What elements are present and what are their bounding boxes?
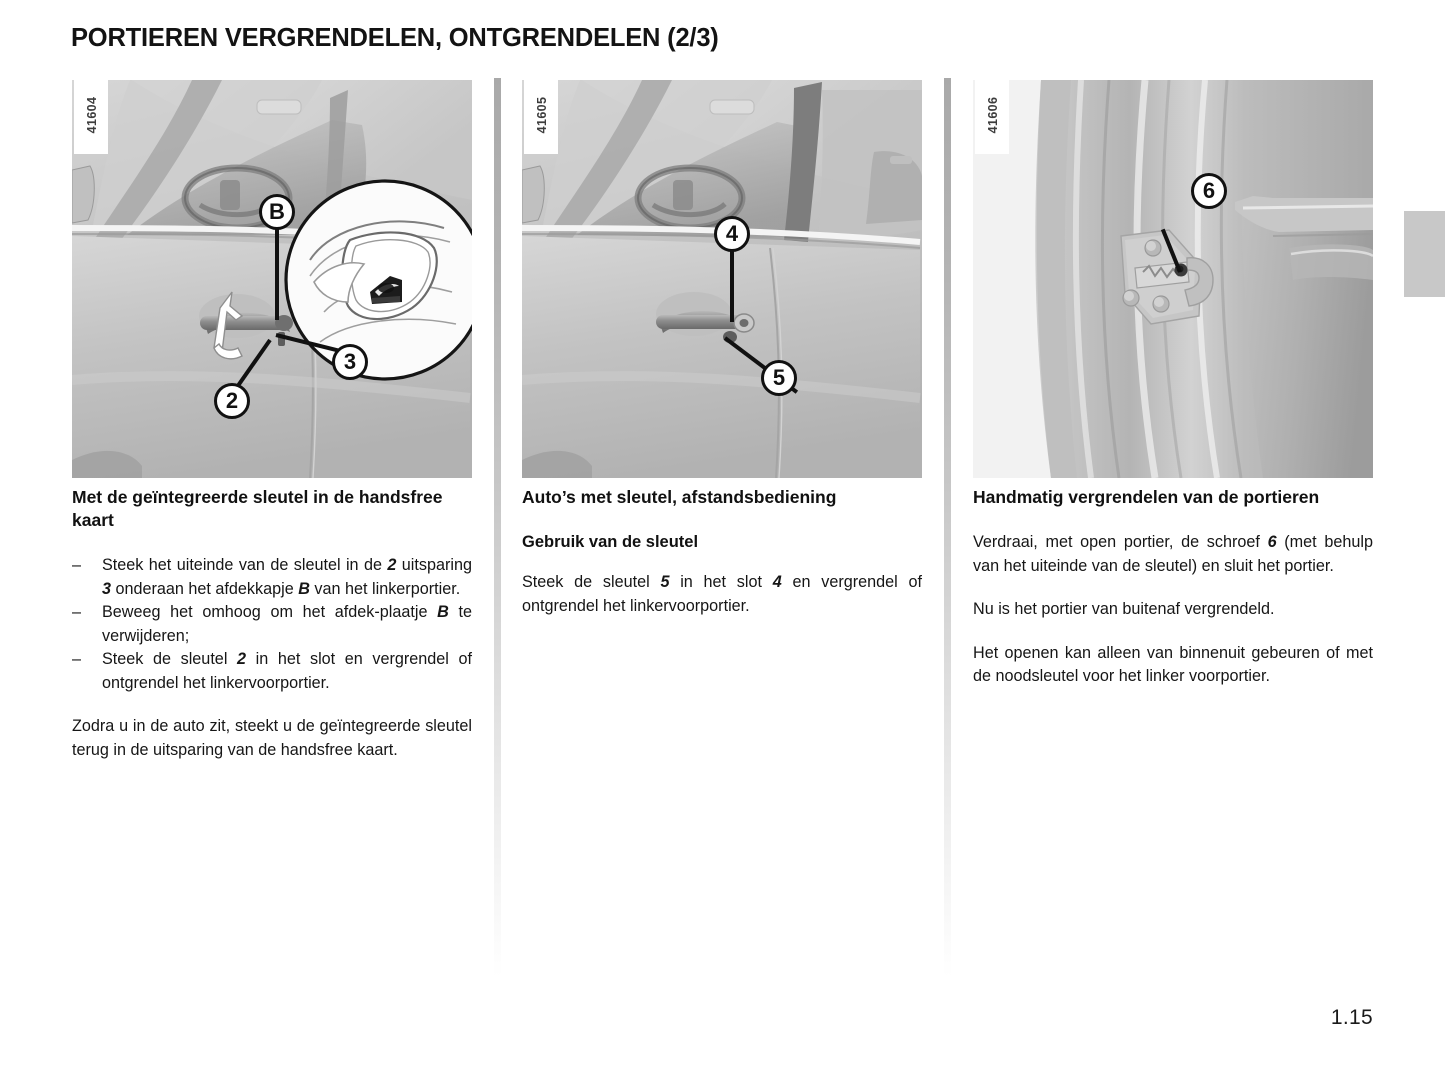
figure-1-artwork <box>72 80 472 478</box>
figure-3-container <box>973 80 1373 478</box>
paragraph: Verdraai, met open portier, de schroef 6 (met behulp van het uiteinde van de sleutel) en sluit het portier. <box>973 533 1373 575</box>
figure-1-container <box>72 80 472 478</box>
list-item <box>72 601 472 648</box>
section-heading-manual-locking: Handmatig vergrendelen van de portieren <box>973 487 1320 507</box>
figure-reference-41606 <box>975 80 1009 154</box>
inline-reference-number: 5 <box>660 573 670 591</box>
inline-reference-number: 2 <box>387 556 397 574</box>
inline-reference-number: B <box>437 603 449 621</box>
callout-2: 2 <box>214 383 250 419</box>
text-column-3 <box>973 486 1373 689</box>
dash-marker: – <box>72 650 82 668</box>
figure-3-artwork <box>973 80 1373 478</box>
instruction-list-1 <box>72 554 472 695</box>
inline-reference-number: B <box>298 579 310 598</box>
edge-tab-marker <box>1404 211 1445 297</box>
paragraph: Het openen kan alleen van binnenuit gebeuren of met de noodsleutel voor het linker voorportier. <box>973 643 1373 685</box>
figure-door-edge-lock-screw <box>973 80 1373 478</box>
list-item-text: Beweeg het omhoog om het afdek-plaatje B te verwijderen; <box>102 603 473 645</box>
paragraph: Steek de sleutel 5 in het slot 4 en vergrendel of ontgrendel het linkervoorportier. <box>522 573 922 615</box>
list-item-text: Steek de sleutel 2 in het slot en vergrendel of ontgrendel het linkervoorportier. <box>102 650 472 692</box>
dash-marker: – <box>72 556 82 574</box>
list-item <box>72 648 472 695</box>
callout-3: 3 <box>332 344 368 380</box>
subheading-key-usage: Gebruik van de sleutel <box>522 533 699 551</box>
leader-line-4 <box>730 250 734 322</box>
inline-reference-number: 2 <box>237 650 247 668</box>
text-column-2 <box>522 486 922 618</box>
callout-5: 5 <box>761 360 797 396</box>
inline-reference-number: 3 <box>102 579 112 598</box>
section-heading-integrated-key: Met de geïntegreerde sleutel in de handsfree kaart <box>72 487 443 530</box>
leader-line-B <box>275 228 279 320</box>
list-item-text: Steek het uiteinde van de sleutel in de 2 uitsparing 3 onderaan het afdekkapje B van het linkerportier. <box>102 556 472 598</box>
section-heading-cars-with-key: Auto’s met sleutel, afstandsbediening <box>522 487 837 507</box>
figure-reference-label: 41605 <box>535 96 549 134</box>
callout-6: 6 <box>1191 173 1227 209</box>
text-column-1 <box>72 486 472 762</box>
page-number: 1.15 <box>1330 1006 1373 1029</box>
inline-reference-number: 4 <box>772 573 782 591</box>
paragraph: Nu is het portier van buitenaf vergrendeld. <box>973 600 1275 618</box>
column-divider-1 <box>494 78 501 978</box>
dash-marker: – <box>72 603 82 621</box>
callout-4: 4 <box>714 216 750 252</box>
figure-2-container <box>522 80 922 478</box>
figure-reference-41604 <box>74 80 108 154</box>
inline-reference-number: 6 <box>1267 533 1277 551</box>
page-title: PORTIEREN VERGRENDELEN, ONTGRENDELEN (2/3) <box>71 24 719 52</box>
list-item <box>72 554 472 601</box>
figure-reference-41605 <box>524 80 558 154</box>
callout-B: B <box>259 194 295 230</box>
figure-2-artwork <box>522 80 922 478</box>
figure-door-handle-key-lock <box>522 80 922 478</box>
figure-door-handle-integrated-key <box>72 80 472 478</box>
figure-reference-label: 41604 <box>85 96 99 134</box>
figure-reference-label: 41606 <box>986 96 1000 134</box>
column-divider-2 <box>944 78 951 978</box>
paragraph: Zodra u in de auto zit, steekt u de geïntegreerde sleutel terug in de uitsparing van de handsfree kaart. <box>72 717 472 759</box>
